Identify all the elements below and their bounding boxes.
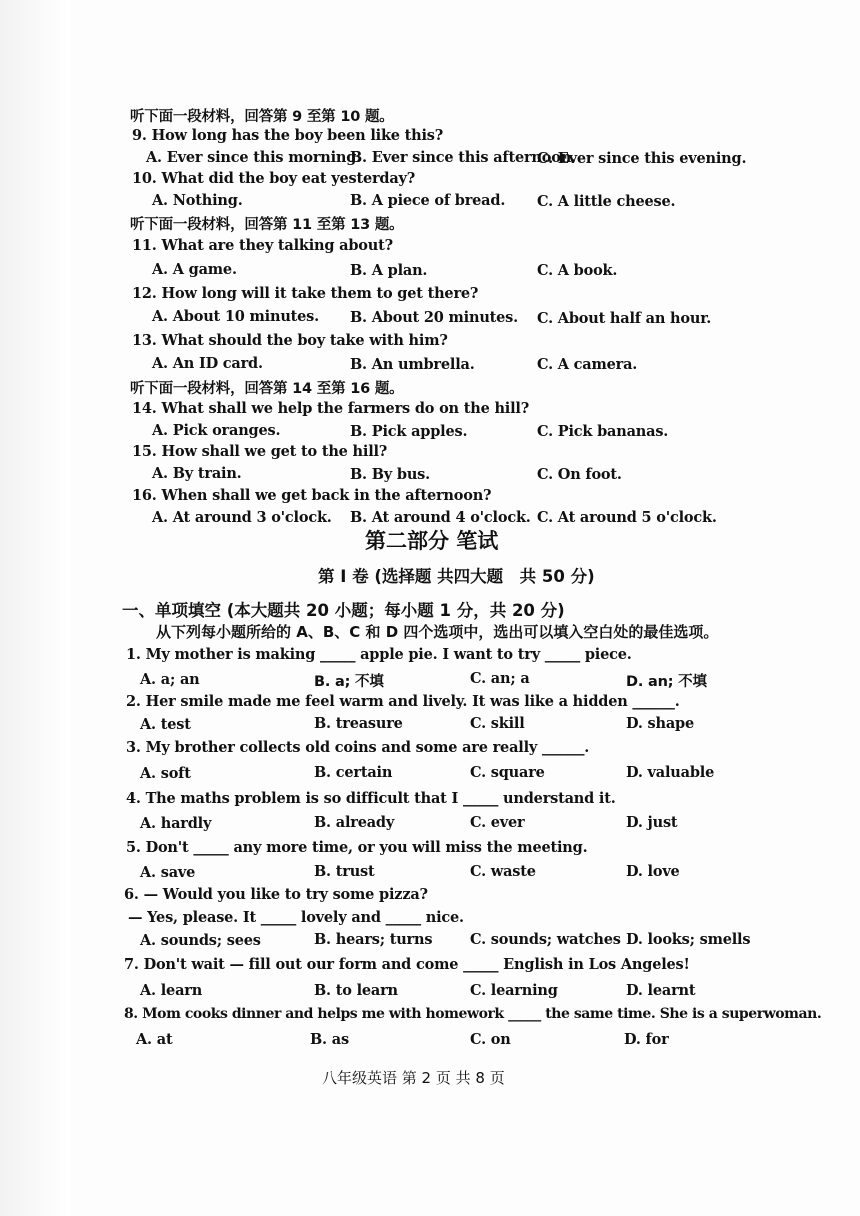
written-question-8-stem: 8. Mom cooks dinner and helps me with homework _____ the same time. She is a superwoman. [124,1006,822,1022]
question-14-stem: 14. What shall we help the farmers do on the hill? [132,400,530,417]
question-12-stem: 12. How long will it take them to get there? [132,285,479,302]
written-question-6-stem: 6. — Would you like to try some pizza? [124,886,428,903]
written-question-1-option-b: B. a; 不填 [314,674,384,690]
written-question-2-option-a: A. test [140,716,191,733]
question-9-option-b: B. Ever since this afternoon. [350,149,576,166]
listening-group-9-10: 听下面一段材料，回答第 9 至第 10 题。 [130,109,394,125]
question-11-option-a: A. A game. [152,261,237,278]
written-question-5-option-c: C. waste [470,863,536,880]
scan-margin [0,0,70,1216]
written-question-1-option-c: C. an; a [470,670,530,687]
question-16-option-a: A. At around 3 o'clock. [152,509,332,526]
written-question-2-option-d: D. shape [626,715,695,732]
written-question-3-option-c: C. square [470,764,545,781]
question-14-option-c: C. Pick bananas. [537,423,669,440]
question-9-option-c: C. Ever since this evening. [537,150,747,167]
written-question-6-option-c: C. sounds; watches [470,931,621,948]
question-10-stem: 10. What did the boy eat yesterday? [132,170,416,187]
question-15-option-b: B. By bus. [350,466,430,483]
written-question-2-option-b: B. treasure [314,715,403,732]
question-10-option-c: C. A little cheese. [537,193,676,210]
written-question-2-stem: 2. Her smile made me feel warm and lively. It was like a hidden ______. [126,693,680,710]
written-question-1-option-d: D. an; 不填 [626,674,707,690]
written-question-5-stem: 5. Don't _____ any more time, or you will miss the meeting. [126,839,588,856]
written-question-4-option-c: C. ever [470,814,525,831]
written-question-6-option-a: A. sounds; sees [140,932,261,949]
question-11-stem: 11. What are they talking about? [132,237,393,254]
written-question-7-stem: 7. Don't wait — fill out our form and come _____ English in Los Angeles! [124,956,690,973]
question-13-stem: 13. What should the boy take with him? [132,332,448,349]
written-question-8-option-c: C. on [470,1031,511,1048]
written-question-4-option-a: A. hardly [140,815,212,832]
question-9-stem: 9. How long has the boy been like this? [132,127,444,144]
question-10-option-a: A. Nothing. [152,192,243,209]
question-12-option-c: C. About half an hour. [537,310,712,327]
written-question-8-option-b: B. as [310,1031,349,1048]
written-question-2-option-c: C. skill [470,715,525,732]
written-question-7-option-a: A. learn [140,982,203,999]
question-15-stem: 15. How shall we get to the hill? [132,443,388,460]
page-footer: 八年级英语 第 2 页 共 8 页 [322,1069,505,1087]
written-question-6-option-d: D. looks; smells [626,931,751,948]
question-11-option-b: B. A plan. [350,262,428,279]
volume-one-title: 第 I 卷 (选择题 共四大题 共 50 分) [318,567,595,586]
written-question-8-option-d: D. for [624,1031,669,1048]
written-question-7-option-c: C. learning [470,982,558,999]
written-question-7-option-d: D. learnt [626,982,696,999]
section-one-instruction: 从下列每小题所给的 A、B、C 和 D 四个选项中，选出可以填入空白处的最佳选项。 [156,623,719,641]
written-question-3-option-d: D. valuable [626,764,715,781]
written-question-1-stem: 1. My mother is making _____ apple pie. I want to try _____ piece. [126,646,632,663]
written-question-3-stem: 3. My brother collects old coins and some are really ______. [126,739,590,756]
written-question-5-option-b: B. trust [314,863,375,880]
question-12-option-b: B. About 20 minutes. [350,309,518,326]
written-question-3-option-a: A. soft [140,765,191,782]
written-question-3-option-b: B. certain [314,764,393,781]
question-14-option-a: A. Pick oranges. [152,422,281,439]
question-15-option-c: C. On foot. [537,466,622,483]
question-13-option-b: B. An umbrella. [350,356,475,373]
listening-group-14-16: 听下面一段材料，回答第 14 至第 16 题。 [130,381,404,397]
question-13-option-c: C. A camera. [537,356,638,373]
written-question-5-option-a: A. save [140,864,196,881]
question-15-option-a: A. By train. [152,465,242,482]
written-question-6-option-b: B. hears; turns [314,931,433,948]
written-question-8-option-a: A. at [136,1031,173,1048]
listening-group-11-13: 听下面一段材料，回答第 11 至第 13 题。 [130,217,404,233]
question-16-stem: 16. When shall we get back in the afternoon? [132,487,492,504]
written-question-7-option-b: B. to learn [314,982,398,999]
written-question-4-option-d: D. just [626,814,678,831]
question-12-option-a: A. About 10 minutes. [152,308,319,325]
question-10-option-b: B. A piece of bread. [350,192,506,209]
question-16-option-c: C. At around 5 o'clock. [537,509,717,526]
written-question-4-stem: 4. The maths problem is so difficult that I _____ understand it. [126,790,616,807]
written-question-6-stem-reply: — Yes, please. It _____ lovely and _____ nice. [128,909,464,926]
question-11-option-c: C. A book. [537,262,618,279]
question-9-option-a: A. Ever since this morning. [146,149,362,166]
question-14-option-b: B. Pick apples. [350,423,468,440]
section-one-title: 一、单项填空 (本大题共 20 小题；每小题 1 分，共 20 分) [122,601,565,620]
part-two-title: 第二部分 笔试 [365,529,499,553]
written-question-5-option-d: D. love [626,863,680,880]
question-16-option-b: B. At around 4 o'clock. [350,509,531,526]
question-13-option-a: A. An ID card. [152,355,263,372]
written-question-4-option-b: B. already [314,814,395,831]
written-question-1-option-a: A. a; an [140,671,200,688]
